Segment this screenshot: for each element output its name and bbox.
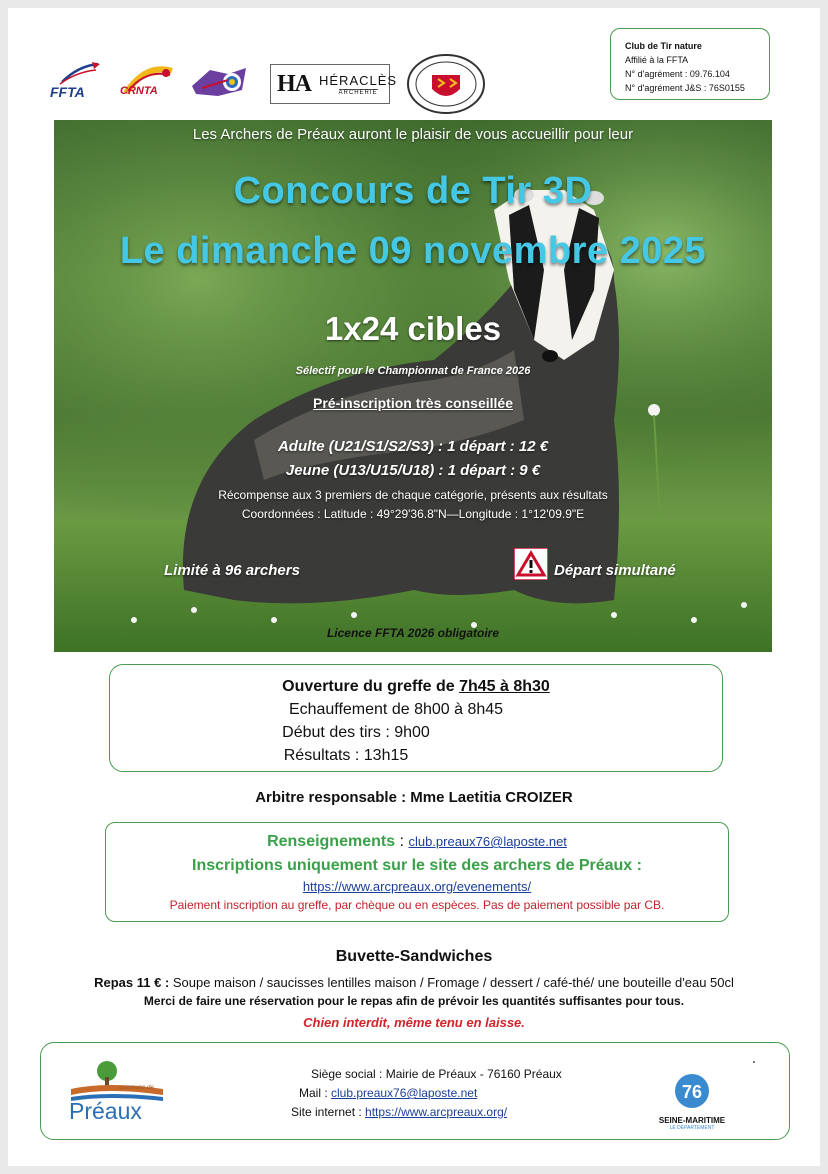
seine-maritime-number: 76 [681, 1082, 703, 1102]
heracles-mark: HA [277, 70, 311, 97]
head-office: Siège social : Mairie de Préaux - 76160 Préaux [311, 1067, 562, 1081]
footer-mail-line [291, 1084, 562, 1103]
archers-preaux-badge-icon [404, 53, 488, 115]
selective-note: Sélectif pour le Championnat de France 2026 [295, 365, 531, 377]
ffta-logo [48, 60, 106, 102]
hero-intro: Les Archers de Préaux auront le plaisir de vous accueillir pour leur [192, 126, 634, 143]
contact-label: Renseignements [267, 833, 396, 850]
meal-menu: Soupe maison / saucisses lentilles maison / Fromage / dessert / café-thé/ une bouteille d'eau 50cl [169, 975, 734, 990]
footer-site-line [291, 1103, 562, 1122]
heracles-sub: ARCHERIE [338, 89, 378, 96]
crnta-logo-text: CRNTA [120, 85, 158, 97]
poster-page [8, 8, 820, 1166]
warmup-time: Echauffement de 8h00 à 8h45 [288, 701, 504, 718]
club-info-box [610, 28, 770, 100]
targets-count: 1x24 cibles [324, 310, 502, 347]
club-affiliation: Affilié à la FFTA [625, 55, 689, 65]
shooting-start: Début des tirs : 9h00 [282, 724, 430, 741]
preaux-tree-icon [67, 1059, 167, 1103]
events-url-link[interactable]: https://www.arcpreaux.org/evenements/ [302, 879, 532, 894]
event-title: Concours de Tir 3D [233, 170, 593, 212]
registration-instructions: Inscriptions uniquement sur le site des archers de Préaux : [192, 857, 642, 874]
seine-maritime-name: SEINE-MARITIME [658, 1116, 726, 1125]
club-agrement: N° d'agrément : 09.76.104 [625, 69, 730, 79]
contact-line [106, 833, 728, 851]
referee: Arbitre responsable : Mme Laetitia CROIZER [255, 789, 573, 806]
comite-logo [188, 62, 250, 102]
event-date: Le dimanche 09 novembre 2025 [119, 230, 707, 272]
seine-maritime-sub: LE DÉPARTEMENT [669, 1125, 715, 1131]
warning-icon [514, 548, 548, 580]
simultaneous-start: Départ simultané [554, 562, 676, 579]
footer-site-label: Site internet : [291, 1105, 366, 1119]
price-adult: Adulte (U21/S1/S2/S3) : 1 départ : 12 € [277, 438, 549, 455]
registration-opening-time: 7h45 à 8h30 [459, 678, 550, 695]
ffta-logo-text: FFTA [50, 84, 85, 100]
preaux-logo-name: Préaux [69, 1098, 142, 1124]
crnta-logo [116, 63, 178, 103]
refreshments-title: Buvette-Sandwiches [335, 948, 493, 965]
payment-note: Paiement inscription au greffe, par chèque ou en espèces. Pas de paiement possible par CB. [169, 898, 665, 912]
gps-coordinates: Coordonnées : Latitude : 49°29'36.8"N—Longitude : 1°12'09.9"E [241, 507, 585, 521]
meal-info [8, 975, 820, 990]
dog-policy: Chien interdit, même tenu en laisse. [303, 1015, 525, 1030]
schedule-box [109, 664, 723, 772]
rewards-note: Récompense aux 3 premiers de chaque catégorie, présents aux résultats [218, 488, 608, 502]
registration-info-box [105, 822, 729, 922]
seine-maritime-logo [651, 1073, 733, 1135]
hero-banner [54, 120, 772, 652]
club-agrement-js: N° d'agrément J&S : 76S0155 [625, 83, 745, 93]
archers-preaux-logo [404, 53, 488, 115]
meal-price: Repas 11 € : [94, 975, 170, 990]
heracles-logo [270, 64, 398, 104]
preaux-commune-logo [67, 1059, 167, 1125]
club-title: Club de Tir nature [625, 41, 702, 51]
contact-email-link[interactable]: club.preaux76@laposte.net [408, 834, 567, 849]
footer-box [40, 1042, 790, 1140]
footer-mail-link[interactable]: club.preaux76@laposte.net [331, 1086, 478, 1100]
heracles-name: HÉRACLÈS [319, 72, 398, 88]
preregistration-note: Pré-inscription très conseillée [313, 395, 513, 411]
seine-maritime-badge-icon [670, 1073, 714, 1109]
contact-sep: : [395, 833, 409, 850]
footer-mail-label: Mail : [299, 1086, 332, 1100]
comite-target-icon [188, 62, 250, 102]
footer-site-link[interactable]: https://www.arcpreaux.org/ [365, 1105, 508, 1119]
registration-opening [110, 675, 722, 698]
footer-dot [753, 1061, 755, 1063]
license-requirement: Licence FFTA 2026 obligatoire [326, 626, 500, 640]
crnta-emblem-icon [116, 63, 178, 103]
archer-limit: Limité à 96 archers [164, 562, 300, 579]
price-youth: Jeune (U13/U15/U18) : 1 départ : 9 € [285, 462, 541, 479]
results-time: Résultats : 13h15 [283, 747, 409, 764]
footer-contact [291, 1065, 562, 1122]
reservation-note: Merci de faire une réservation pour le repas afin de prévoir les quantités suffisantes pour tous. [143, 994, 685, 1008]
preaux-logo-sub: commune de [119, 1085, 154, 1091]
registration-opening-label: Ouverture du greffe de [282, 678, 460, 695]
